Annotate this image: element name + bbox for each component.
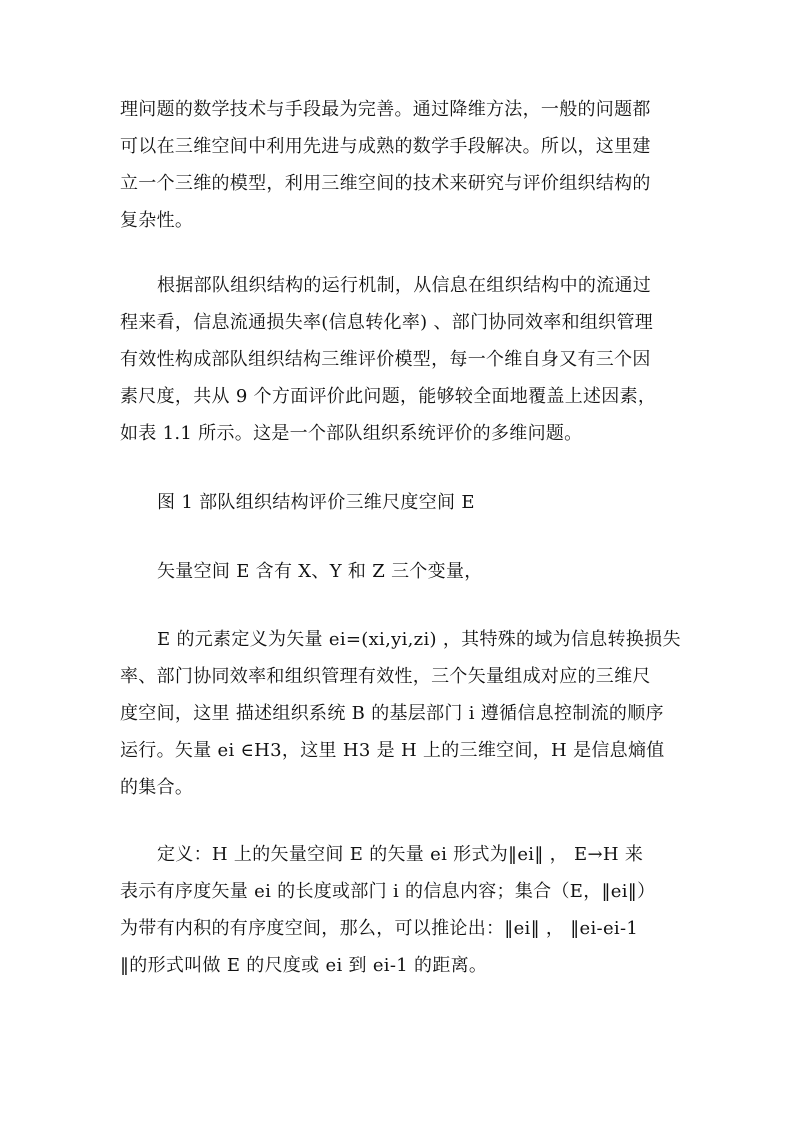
paragraph-vector-space-line-1: 矢量空间 E 含有 X、Y 和 Z 三个变量， (157, 561, 483, 582)
paragraph-1-line-3: 立一个三维的模型，利用三维空间的技术来研究与评价组织结构的 (120, 173, 651, 194)
paragraph-1 (120, 91, 676, 239)
paragraph-element-definition-line-5: 的集合。 (120, 777, 194, 798)
paragraph-2-line-4: 素尺度，共从 9 个方面评价此问题，能够较全面地覆盖上述因素， (120, 386, 657, 407)
paragraph-vector-space (120, 553, 676, 590)
paragraph-1-line-4: 复杂性。 (120, 210, 194, 231)
paragraph-2-line-2: 程来看，信息流通损失率(信息转化率) 、部门协同效率和组织管理 (120, 312, 654, 333)
paragraph-element-definition-line-4: 运行。矢量 ei ∈H3，这里 H3 是 H 上的三维空间，H 是信息熵值 (120, 740, 665, 761)
paragraph-2-line-3: 有效性构成部队组织结构三维评价模型，每一个维自身又有三个因 (120, 349, 651, 370)
paragraph-definition-line-2: 表示有序度矢量 ei 的长度或部门 i 的信息内容；集合（E，‖ei‖） (120, 881, 656, 902)
paragraph-2 (120, 267, 676, 452)
figure-caption (120, 484, 676, 521)
paragraph-2-line-1: 根据部队组织结构的运行机制，从信息在组织结构中的流通过 (157, 275, 652, 296)
figure-caption-text: 图 1 部队组织结构评价三维尺度空间 E (157, 492, 475, 513)
paragraph-definition-line-3: 为带有内积的有序度空间，那么，可以推论出：‖ei‖ ， ‖ei-ei-1 (120, 918, 639, 939)
paragraph-element-definition-line-1: E 的元素定义为矢量 ei=(xi,yi,zi) ，其特殊的域为信息转换损失 (157, 629, 681, 650)
paragraph-element-definition-line-3: 度空间，这里 描述组织系统 B 的基层部门 i 遵循信息控制流的顺序 (120, 703, 664, 724)
paragraph-2-line-5: 如表 1.1 所示。这是一个部队组织系统评价的多维问题。 (120, 423, 583, 444)
paragraph-element-definition-line-2: 率、部门协同效率和组织管理有效性，三个矢量组成对应的三维尺 (120, 666, 651, 687)
paragraph-1-line-2: 可以在三维空间中利用先进与成熟的数学手段解决。所以，这里建 (120, 136, 651, 157)
paragraph-definition-line-1: 定义：H 上的矢量空间 E 的矢量 ei 形式为‖ei‖ ， E→H 来 (157, 844, 644, 865)
paragraph-1-line-1: 理问题的数学技术与手段最为完善。通过降维方法，一般的问题都 (120, 99, 651, 120)
paragraph-element-definition (120, 621, 681, 806)
paragraph-definition (120, 836, 676, 984)
paragraph-definition-line-4: ‖的形式叫做 E 的尺度或 ei 到 ei-1 的距离。 (120, 955, 488, 976)
